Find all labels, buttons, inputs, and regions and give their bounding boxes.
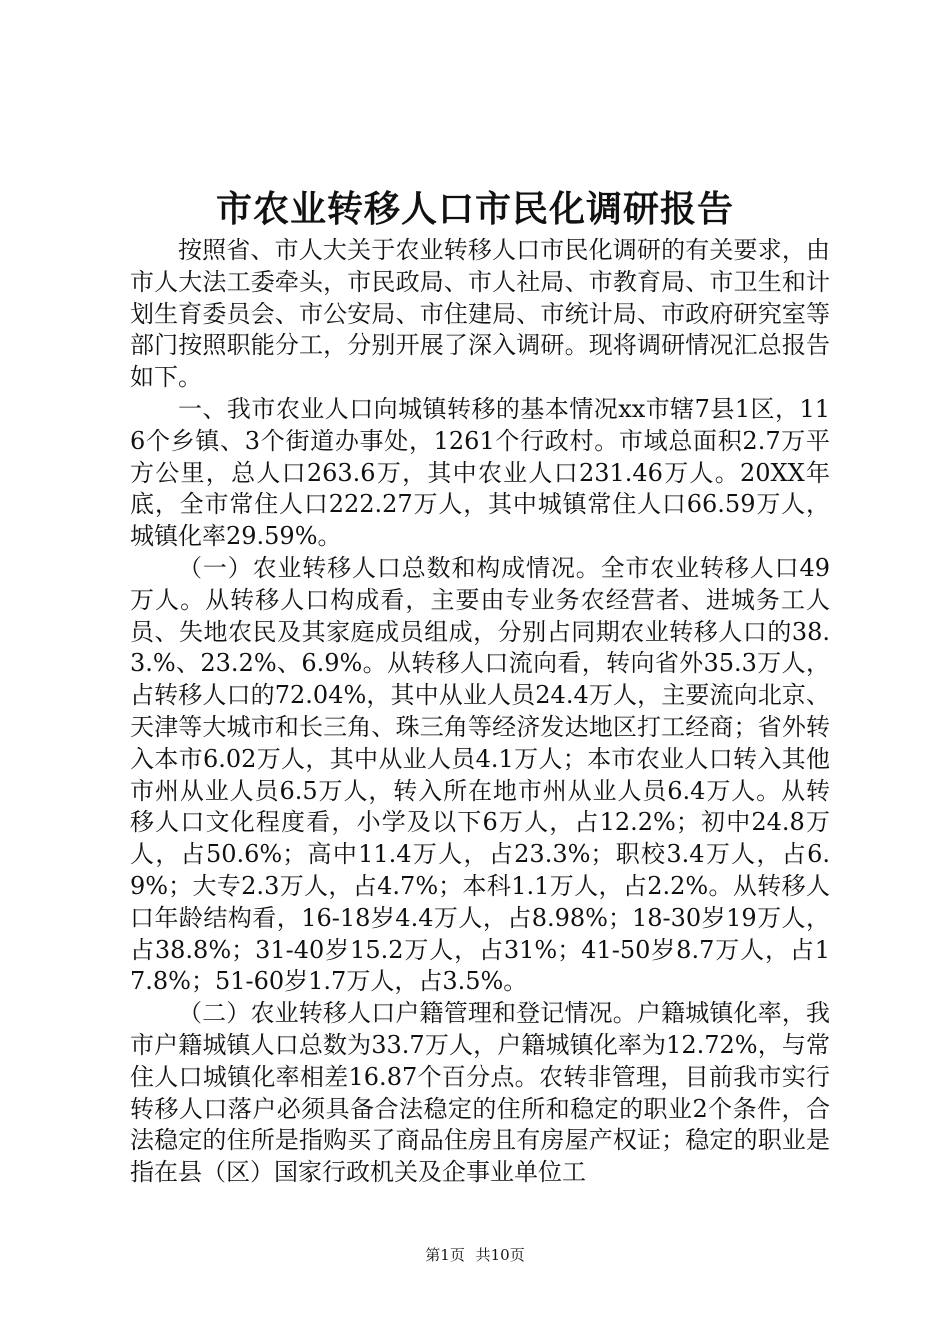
page-number: 第1页 [425, 1246, 465, 1264]
paragraph-subsection-1: （一）农业转移人口总数和构成情况。全市农业转移人口49万人。从转移人口构成看，主要由专业务农经营者、进城务工人员、失地农民及其家庭成员组成，分别占同期农业转移人口的38.3.%、23.2%、6.9%。从转移人口流向看，转向省外35.3万人，占转移人口的72.04%，其中从业人员24.4万人，主要流向北京、天津等大城市和长三角、珠三角等经济发达地区打工经商；省外转入本市6.02万人，其中从业人员4.1万人；本市农业人口转入其他市州从业人员6.5万人，转入所在地市州从业人员6.4万人。从转移人口文化程度看，小学及以下6万人，占12.2%；初中24.8万人，占50.6%；高中11.4万人，占23.3%；职校3.4万人，占6.9%；大专2.3万人，占4.7%；本科1.1万人，占2.2%。从转移人口年龄结构看，16-18岁4.4万人，占8.98%；18-30岁19万人，占38.8%；31-40岁15.2万人，占31%；41-50岁8.7万人，占17.8%；51-60岁1.7万人，占3.5%。 [130, 553, 830, 996]
page-footer [0, 1245, 950, 1265]
paragraph-section-1: 一、我市农业人口向城镇转移的基本情况xx市辖7县1区，116个乡镇、3个街道办事处，1261个行政村。市域总面积2.7万平方公里，总人口263.6万，其中农业人口231.46万人。20XX年底，全市常住人口222.27万人，其中城镇常住人口66.59万人，城镇化率29.59%。 [130, 394, 830, 551]
paragraph-intro: 按照省、市人大关于农业转移人口市民化调研的有关要求，由市人大法工委牵头，市民政局、市人社局、市教育局、市卫生和计划生育委员会、市公安局、市住建局、市统计局、市政府研究室等部门按照职能分工，分别开展了深入调研。现将调研情况汇总报告如下。 [130, 236, 830, 392]
document-body [130, 235, 830, 1189]
document-title: 市农业转移人口市民化调研报告 [215, 188, 734, 230]
page-total: 共10页 [475, 1246, 525, 1264]
paragraph-subsection-2: （二）农业转移人口户籍管理和登记情况。户籍城镇化率，我市户籍城镇人口总数为33.7万人，户籍城镇化率为12.72%，与常住人口城镇化率相差16.87个百分点。农转非管理，目前我市实行转移人口落户必须具备合法稳定的住所和稳定的职业2个条件，合法稳定的住所是指购买了商品住房且有房屋产权证；稳定的职业是指在县（区）国家行政机关及企事业单位工 [130, 999, 830, 1187]
